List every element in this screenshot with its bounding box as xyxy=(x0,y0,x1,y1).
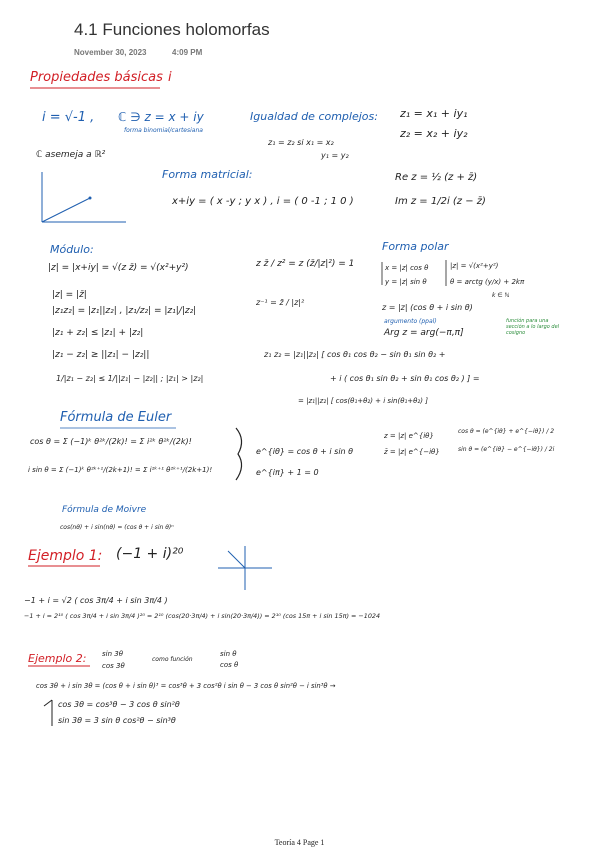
example-2-line-2: cos 3θ = cos³θ − 3 cos θ sin²θ xyxy=(58,700,180,709)
example-2-line-1: cos 3θ + i sin 3θ = (cos θ + i sin θ)³ = cos³θ + 3 cos²θ i sin θ − 3 cos θ sin²θ − i sin³θ → xyxy=(36,682,336,690)
c-r2-note: ℂ asemeja a ℝ² xyxy=(36,150,106,160)
inverse-formula: z⁻¹ = z̄ / |z|² xyxy=(256,298,305,307)
euler-sin-series: i sin θ = Σ (−1)ᵏ θ²ᵏ⁺¹/(2k+1)! = Σ i²ᵏ⁺¹ θ²ᵏ⁺¹/(2k+1)! xyxy=(28,466,213,474)
complex-plane-sketch xyxy=(42,172,126,222)
page-title: 4.1 Funciones holomorfas xyxy=(74,20,270,39)
complex-definition: ℂ ∋ z = x + iy xyxy=(118,110,204,124)
reverse-triangle: |z₁ − z₂| ≥ ||z₁| − |z₂|| xyxy=(52,350,150,360)
arg-label: argumento (ppal) xyxy=(384,318,437,325)
example-1-expr: (−1 + i)²⁰ xyxy=(116,546,184,562)
euler-formula: e^{iθ} = cos θ + i sin θ xyxy=(256,447,354,456)
modulo-def: |z| = |x+iy| = √(z z̄) = √(x²+y²) xyxy=(48,263,189,273)
matrix-title: Forma matricial: xyxy=(162,168,253,181)
fraction-ineq: 1/|z₁ − z₂| ≤ 1/||z₁| − |z₂|| ; |z₁| > |z₂| xyxy=(56,374,204,383)
euler-identity: e^{iπ} + 1 = 0 xyxy=(256,468,319,477)
example-2-cos3: cos 3θ xyxy=(102,662,125,670)
example-2-title: Ejemplo 2: xyxy=(28,652,87,665)
re-formula: Re z = ½ (z + z̄) xyxy=(395,172,478,183)
cos-exp: cos θ = (e^{iθ} + e^{−iθ}) / 2 xyxy=(458,428,555,435)
z1-def: z₁ = x₁ + iy₁ xyxy=(400,107,468,120)
example-2-line-3: sin 3θ = 3 sin θ cos²θ − sin³θ xyxy=(58,716,176,725)
euler-brace xyxy=(236,428,242,480)
polar-y: y = |z| sin θ xyxy=(385,278,427,286)
modulo-title: Módulo: xyxy=(50,243,94,256)
product-line-1: z₁ z₂ = |z₁||z₂| [ cos θ₁ cos θ₂ − sin θ₁ sin θ₂ + xyxy=(264,350,446,359)
equality-title: Igualdad de complejos: xyxy=(250,110,378,123)
euler-cos-series: cos θ = Σ (−1)ᵏ θ²ᵏ/(2k)! = Σ i²ᵏ θ²ᵏ/(2k)! xyxy=(30,437,192,446)
binomial-note: forma binomial/cartesiana xyxy=(124,127,203,134)
exp-form-conj: z̄ = |z| e^{−iθ} xyxy=(384,448,440,456)
euler-title: Fórmula de Euler xyxy=(60,410,172,425)
heading-propiedades: Propiedades básicas xyxy=(30,70,163,85)
polar-theta: θ = arctg (y/x) + 2kπ xyxy=(450,278,525,286)
page-date: November 30, 2023 xyxy=(74,48,147,57)
green-note: función para una sección a lo largo del cosigno xyxy=(506,318,560,336)
example-2-sin: sin θ xyxy=(220,650,237,658)
equality-rule-2: y₁ = y₂ xyxy=(321,151,349,160)
equality-rule: z₁ = z₂ si x₁ = x₂ xyxy=(268,138,334,147)
polar-x: x = |z| cos θ xyxy=(385,264,429,272)
modulo-conj: |z| = |z̄| xyxy=(52,290,87,300)
matrix-equation: x+iy = ( x -y ; y x ) , i = ( 0 -1 ; 1 0 ) xyxy=(172,196,354,207)
polar-k: k ∈ ℕ xyxy=(492,292,510,299)
triangle-ineq: |z₁ + z₂| ≤ |z₁| + |z₂| xyxy=(52,328,144,338)
example-2-sin3: sin 3θ xyxy=(102,650,123,658)
modulo-product: |z₁z₂| = |z₁||z₂| , |z₁/z₂| = |z₁|/|z₂| xyxy=(52,306,197,316)
polar-title: Forma polar xyxy=(382,240,449,253)
z2-def: z₂ = x₂ + iy₂ xyxy=(400,127,468,140)
heading-mark: i xyxy=(168,70,172,85)
example-1-title: Ejemplo 1: xyxy=(28,548,103,564)
page-footer: Teoría 4 Page 1 xyxy=(274,838,325,847)
product-line-3: = |z₁||z₂| [ cos(θ₁+θ₂) + i sin(θ₁+θ₂) ] xyxy=(298,397,428,405)
i-definition: i = √-1 , xyxy=(42,110,95,125)
arg-formula: Arg z = arg(−π,π] xyxy=(384,328,464,338)
polar-form: z = |z| (cos θ + i sin θ) xyxy=(382,303,473,312)
exp-form: z = |z| e^{iθ} xyxy=(384,432,434,440)
example-2-cos: cos θ xyxy=(220,661,239,669)
moivre-formula: cos(nθ) + i sin(nθ) = (cos θ + i sin θ)ⁿ xyxy=(60,524,174,531)
sin-exp: sin θ = (e^{iθ} − e^{−iθ}) / 2i xyxy=(458,446,555,453)
example-1-line-2: −1 + i = 2¹⁰ ( cos 3π/4 + i sin 3π/4 )²⁰ = 2¹⁰ (cos(20·3π/4) + i sin(20·3π/4)) = 2¹⁰ (cos 15π + i sin 15π) = −1024 xyxy=(24,612,381,620)
polar-mod: |z| = √(x²+y²) xyxy=(450,262,499,270)
zzbar-eq: z z̄ / z² = z (z̄/|z|²) = 1 xyxy=(256,259,355,269)
moivre-title: Fórmula de Moivre xyxy=(62,505,147,515)
example-2-como-funcion: como función xyxy=(152,656,193,663)
example-1-plot xyxy=(218,546,272,590)
im-formula: Im z = 1/2i (z − z̄) xyxy=(395,196,486,207)
page-time: 4:09 PM xyxy=(172,48,203,57)
product-line-2: + i ( cos θ₁ sin θ₂ + sin θ₁ cos θ₂ ) ] = xyxy=(330,374,480,383)
example-1-line-1: −1 + i = √2 ( cos 3π/4 + i sin 3π/4 ) xyxy=(24,596,168,605)
